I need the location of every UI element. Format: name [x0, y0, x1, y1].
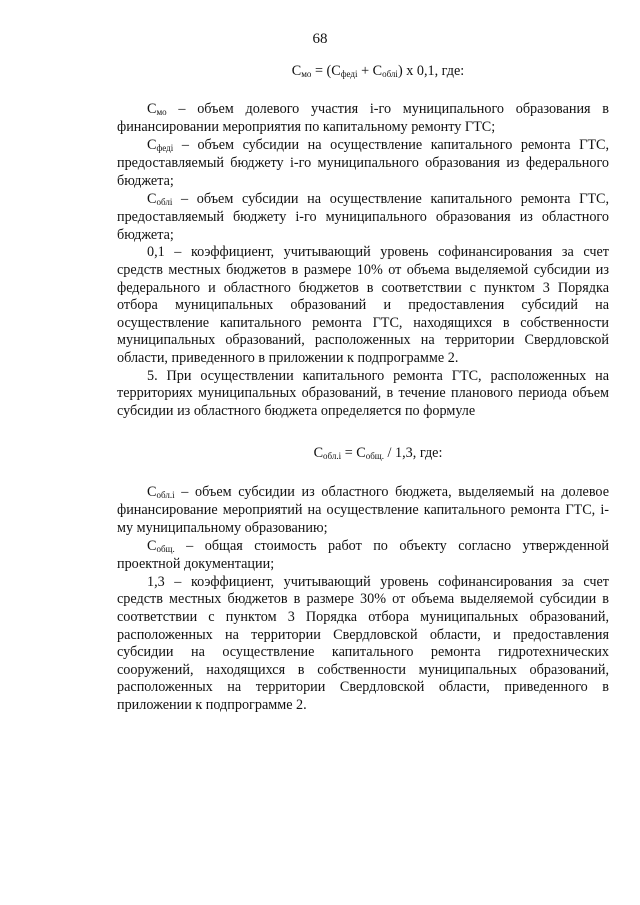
definition-text: – коэффициент, учитывающий уровень софинансирования за счет средств местных бюджетов в размере 10% от объема выделяемой субсидии из федерального и областного бюджетов в соответствии с пунктом 3 Порядка отбора муниципальных образований и предоставления субсидий на осуществление капитального ремонта ГТС, находящихся в собственности муниципальных образований, расположенных на территории Свердловской области, приведенного в приложении к подпрограмме 2.: [117, 244, 609, 366]
formula-text: + С: [357, 63, 383, 79]
definition-subscript: общ.: [156, 543, 175, 554]
definition-symbol: С: [147, 136, 157, 153]
definition-paragraph: [117, 538, 609, 574]
definition-paragraph: [117, 101, 609, 137]
document-body: [117, 63, 609, 715]
clause-5-paragraph: 5. При осуществлении капитального ремонта ГТС, расположенных на территориях муниципальных образований, в течение планового периода объем субсидии из областного бюджета определяется по формуле: [117, 367, 609, 419]
definition-text: – объем долевого участия i-го муниципального образования в финансировании мероприятия по капитальному ремонту ГТС;: [117, 100, 609, 136]
definition-text: – общая стоимость работ по объекту согласно утвержденной проектной документации;: [117, 537, 609, 573]
definition-paragraph: [117, 244, 609, 367]
definition-text: – объем субсидии на осуществление капитального ремонта ГТС, предоставляемый бюджету i-го муниципального образования из федерального бюджета;: [117, 136, 609, 189]
formula-municipal-share: [117, 63, 609, 82]
definition-text: – коэффициент, учитывающий уровень софинансирования за счет средств местных бюджетов в размере 30% от объема выделяемой субсидии в соответствии с пунктом 3 Порядка отбора муниципальных образований, расположенных на территории Свердловской области, и предоставления субсидии на осуществление капитального ремонта гидротехнических сооружений, находящихся в собственности муниципальных образований, расположенных на территории Свердловской области, приведенного в приложении к подпрограмме 2.: [117, 573, 609, 713]
definition-paragraph: [117, 137, 609, 191]
definition-symbol: С: [147, 190, 157, 207]
definition-paragraph: [117, 191, 609, 245]
definition-subscript: федi: [156, 142, 174, 153]
definition-symbol: С: [147, 483, 157, 500]
definition-symbol: 1,3: [147, 573, 165, 590]
definition-subscript: обл.i: [156, 489, 175, 500]
definition-subscript: мо: [156, 106, 167, 117]
formula-subscript: мо: [301, 69, 312, 79]
formula-text: = (С: [311, 63, 341, 79]
definition-text: – объем субсидии на осуществление капитального ремонта ГТС, предоставляемый бюджету i-го муниципального образования из областного бюджета;: [117, 190, 609, 243]
definition-paragraph: [117, 574, 609, 715]
page-number: 68: [312, 31, 328, 47]
definition-text: – объем субсидии из областного бюджета, выделяемый на долевое финансирование мероприятий на осуществление капитального ремонта ГТС, i-му муниципальному образованию;: [117, 483, 609, 537]
formula-subscript: федi: [340, 69, 358, 79]
formula-subscript: обл.i: [323, 451, 342, 462]
definitions-list-2: [117, 484, 609, 715]
formula-symbol: С: [291, 63, 302, 79]
formula-text: = С: [341, 445, 366, 462]
definitions-list-1: [117, 101, 609, 368]
formula-symbol: С: [313, 445, 324, 462]
definition-symbol: С: [147, 100, 157, 117]
definition-symbol: С: [147, 537, 157, 554]
definition-paragraph: [117, 484, 609, 538]
formula-subscript: облi: [382, 69, 398, 79]
formula-regional-subsidy: [117, 445, 609, 464]
formula-text: / 1,3, где:: [383, 445, 443, 462]
formula-text: ) х 0,1, где:: [397, 63, 465, 79]
formula-subscript: общ.: [365, 451, 384, 462]
definition-subscript: облi: [156, 196, 173, 207]
definition-symbol: 0,1: [147, 244, 165, 261]
